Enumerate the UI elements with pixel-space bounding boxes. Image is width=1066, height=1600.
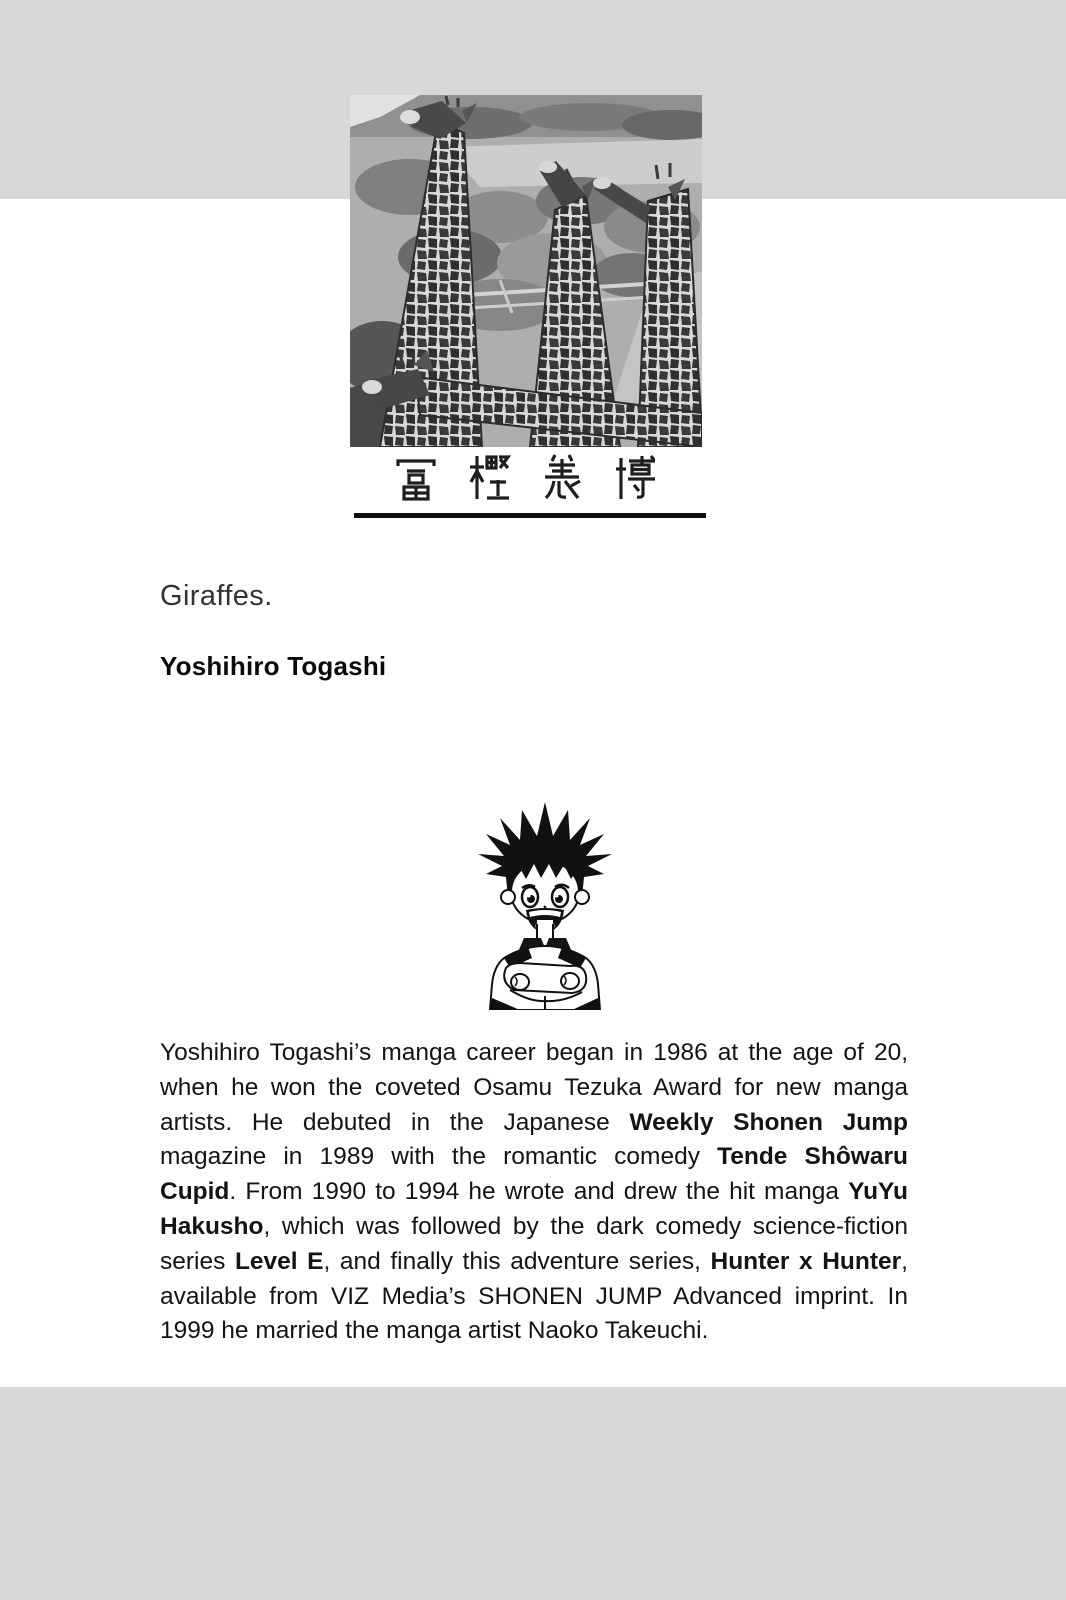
gon-character-illustration: [460, 800, 630, 1010]
bio-text-run: magazine in 1989 with the romantic comedy: [160, 1143, 718, 1171]
bio-title-weekly-shonen-jump: Weekly Shonen Jump: [629, 1108, 908, 1136]
bio-text-run: , and finally this adventure series,: [323, 1247, 711, 1275]
bio-text-run: , which was followed by the dark comedy science-fiction series: [160, 1212, 908, 1275]
divider-rule: [354, 513, 706, 518]
author-name-kanji-art: [396, 451, 656, 503]
bio-title-hunter-x-hunter: Hunter x Hunter: [710, 1247, 902, 1275]
gon-character-art: [460, 800, 630, 1010]
bio-text-run: . From 1990 to 1994 he wrote and drew the hit manga: [229, 1178, 849, 1206]
bio-text-run: Yoshihiro Togashi’s manga career began in 1986 at the age of 20, when he won the coveted Osamu Tezuka Award for new manga artists. He debuted in the Japanese: [160, 1039, 908, 1136]
author-name-japanese: [350, 450, 702, 504]
bio-title-level-e: Level E: [234, 1247, 324, 1275]
bio-title-yuyu-hakusho: YuYu Hakusho: [160, 1178, 908, 1240]
giraffes-photo: [350, 95, 702, 447]
bio-title-tende-showaru-cupid: Tende Shôwaru Cupid: [160, 1143, 908, 1206]
bio-text-run: , available from VIZ Media’s SHONEN JUMP Advanced imprint. In 1999 he married the manga artist Naoko Takeuchi.: [160, 1247, 908, 1345]
photo-caption: Giraffes.: [160, 580, 273, 612]
author-bio: [160, 1036, 908, 1349]
author-name: Yoshihiro Togashi: [160, 651, 387, 681]
giraffes-photo-art: [350, 95, 702, 447]
bottom-gray-band: [0, 1387, 1066, 1600]
